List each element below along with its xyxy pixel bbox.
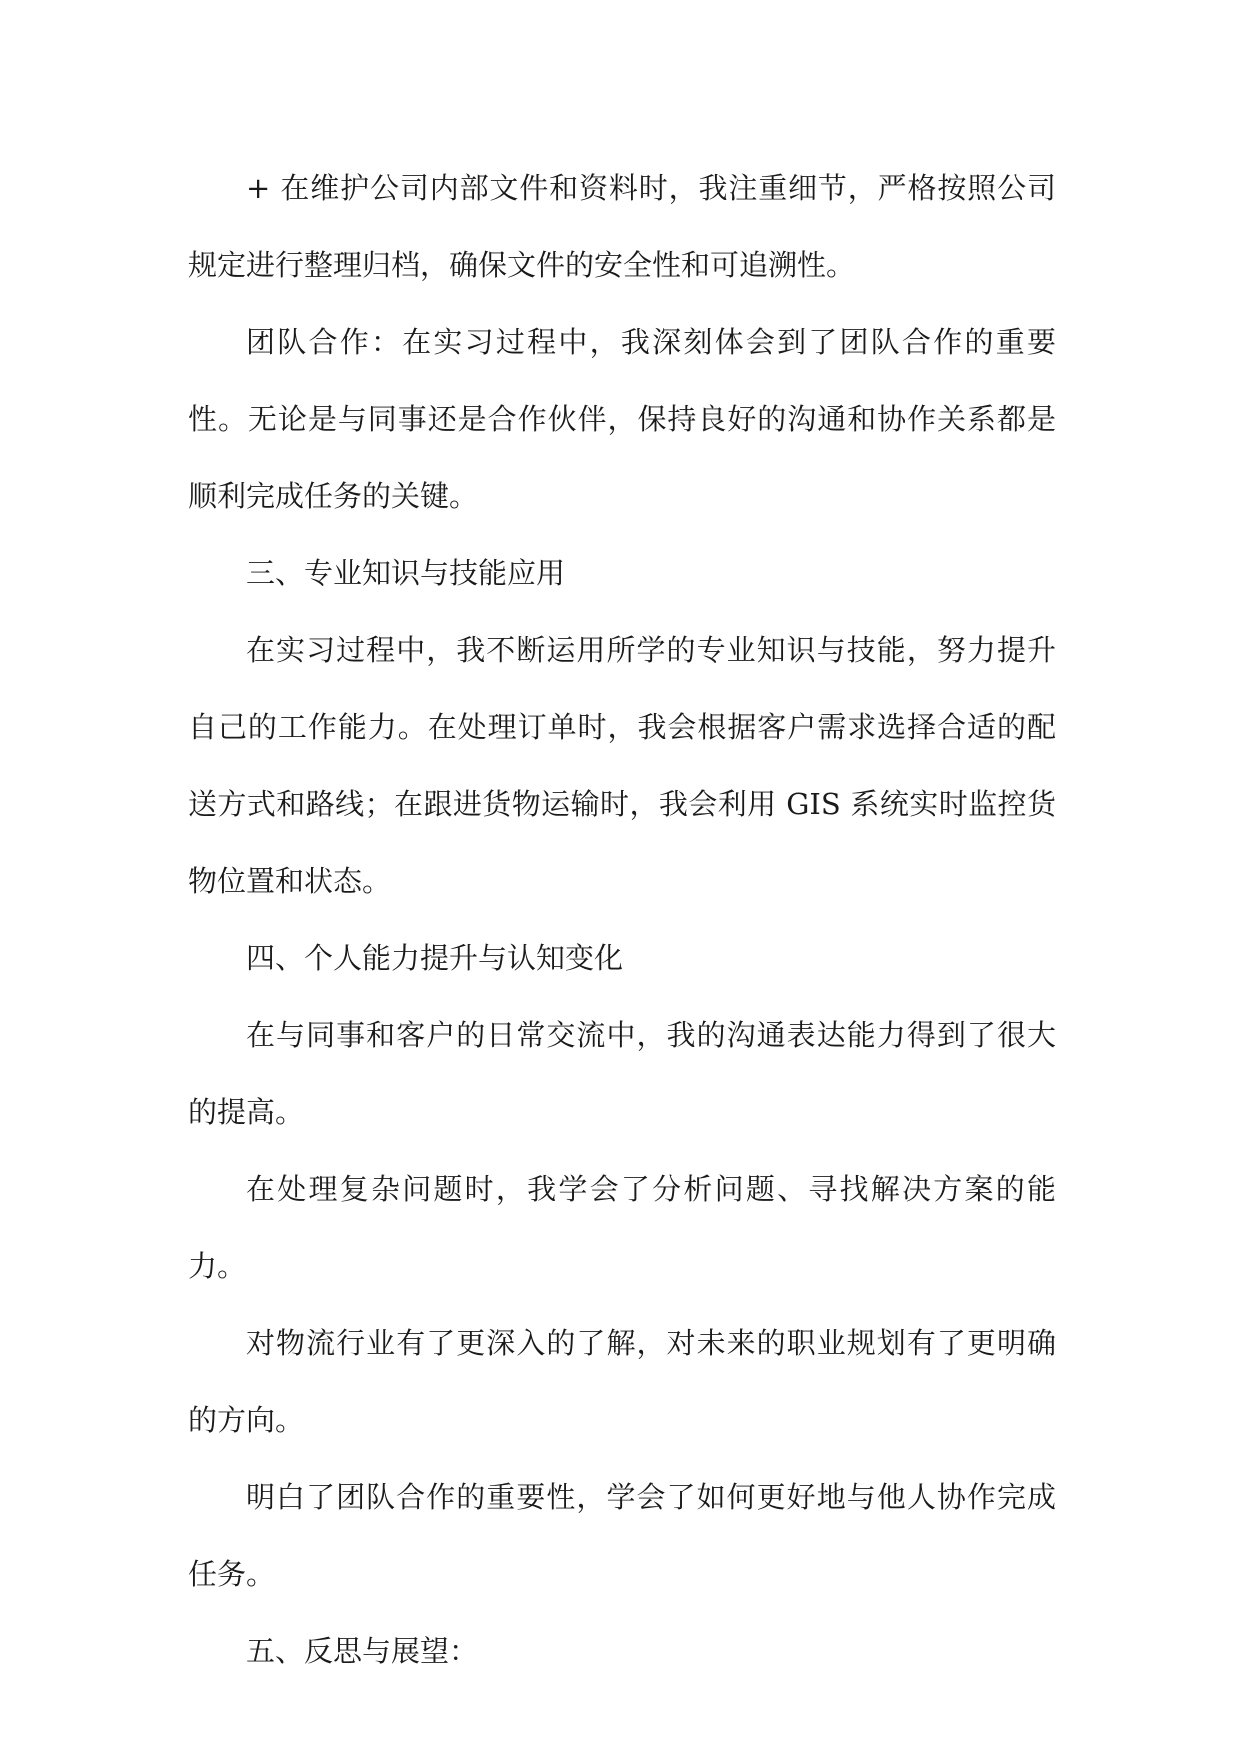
- section-heading-5: 五、反思与展望：: [246, 1634, 479, 1668]
- paragraph-communication: 在与同事和客户的日常交流中，我的沟通表达能力得到了很大的提高。: [188, 1018, 1056, 1129]
- paragraph-industry-understanding: 对物流行业有了更深入的了解，对未来的职业规划有了更明确的方向。: [188, 1326, 1056, 1437]
- paragraph-collaboration: 明白了团队合作的重要性，学会了如何更好地与他人协作完成任务。: [188, 1480, 1056, 1591]
- paragraph-file-maintenance: + 在维护公司内部文件和资料时，我注重细节，严格按照公司规定进行整理归档，确保文件的安全性和可追溯性。: [188, 171, 1056, 282]
- section-heading-3: 三、专业知识与技能应用: [246, 556, 566, 590]
- paragraph-problem-solving: 在处理复杂问题时，我学会了分析问题、寻找解决方案的能力。: [188, 1172, 1056, 1283]
- paragraph-teamwork: 团队合作：在实习过程中，我深刻体会到了团队合作的重要性。无论是与同事还是合作伙伴，保持良好的沟通和协作关系都是顺利完成任务的关键。: [188, 325, 1056, 513]
- paragraph-skills-application: 在实习过程中，我不断运用所学的专业知识与技能，努力提升自己的工作能力。在处理订单时，我会根据客户需求选择合适的配送方式和路线；在跟进货物运输时，我会利用 GIS 系统实时监控货物位置和状态。: [188, 633, 1056, 898]
- document-body: [188, 150, 1056, 1690]
- section-heading-4: 四、个人能力提升与认知变化: [246, 941, 624, 975]
